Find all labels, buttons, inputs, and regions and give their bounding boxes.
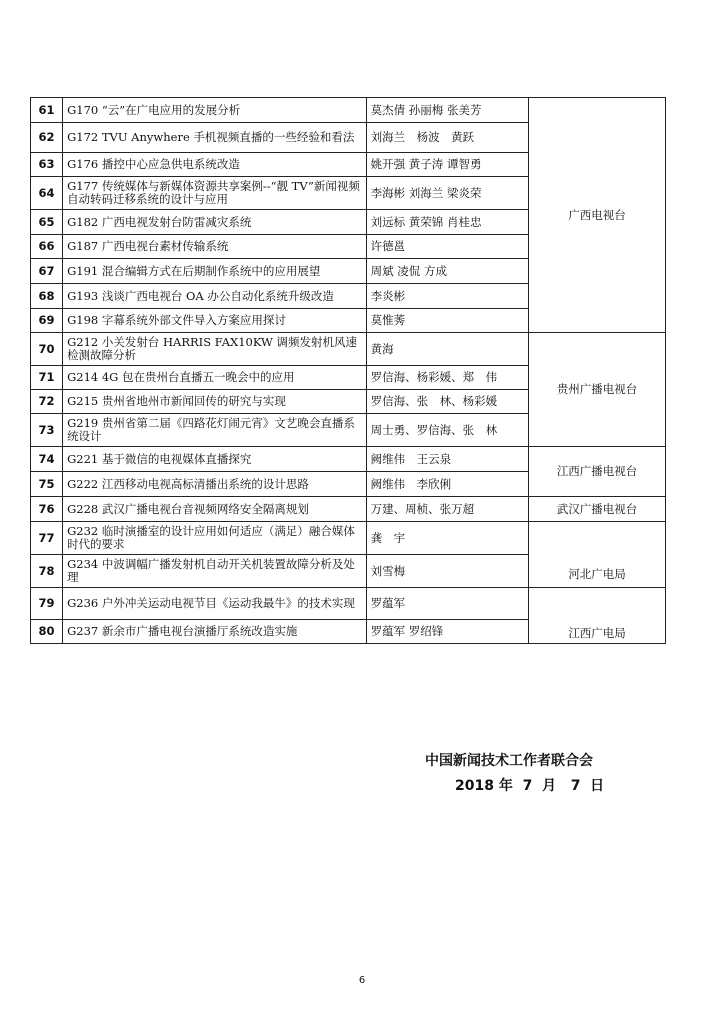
unit-cell: 武汉广播电视台 — [529, 497, 666, 522]
row-number: 61 — [31, 98, 63, 123]
authors: 周士勇、罗信海、张 林 — [366, 414, 528, 447]
paper-title: G228 武汉广播电视台音视频网络安全隔离规划 — [63, 497, 367, 522]
row-number: 76 — [31, 497, 63, 522]
row-number: 65 — [31, 210, 63, 235]
authors: 莫杰倩 孙丽梅 张美芳 — [366, 98, 528, 123]
row-number: 68 — [31, 284, 63, 309]
authors: 黄海 — [366, 333, 528, 366]
table-row — [31, 497, 666, 522]
row-number: 73 — [31, 414, 63, 447]
unit-cell: 河北广电局 — [529, 522, 666, 588]
authors: 阙维伟 李欣俐 — [366, 472, 528, 497]
row-number: 62 — [31, 123, 63, 153]
paper-title: G176 播控中心应急供电系统改造 — [63, 153, 367, 177]
authors: 罗信海、张 林、杨彩媛 — [366, 390, 528, 414]
row-number: 64 — [31, 177, 63, 210]
paper-title: G237 新余市广播电视台演播厅系统改造实施 — [63, 620, 367, 644]
row-number: 69 — [31, 309, 63, 333]
paper-title: G222 江西移动电视高标清播出系统的设计思路 — [63, 472, 367, 497]
authors: 罗蕴军 罗绍锋 — [366, 620, 528, 644]
row-number: 74 — [31, 447, 63, 472]
paper-title: G232 临时演播室的设计应用如何适应（满足）融合媒体时代的要求 — [63, 522, 367, 555]
authors: 刘海兰 杨波 黄跃 — [366, 123, 528, 153]
issue-date: 2018 年 7 月 7 日 — [455, 778, 605, 794]
paper-title: G215 贵州省地州市新闻回传的研究与实现 — [63, 390, 367, 414]
unit-cell: 江西广播电视台 — [529, 447, 666, 497]
paper-title: G236 户外冲关运动电视节目《运动我最牛》的技术实现 — [63, 588, 367, 620]
row-number: 72 — [31, 390, 63, 414]
unit-cell: 贵州广播电视台 — [529, 333, 666, 447]
authors: 罗信海、杨彩媛、郑 伟 — [366, 366, 528, 390]
paper-title: G221 基于微信的电视媒体直播探究 — [63, 447, 367, 472]
paper-title: G177 传统媒体与新媒体资源共享案例--“靓 TV”新闻视频自动转码迁移系统的设计与应用 — [63, 177, 367, 210]
row-number: 71 — [31, 366, 63, 390]
row-number: 63 — [31, 153, 63, 177]
authors: 周斌 凌侃 方成 — [366, 259, 528, 284]
row-number: 77 — [31, 522, 63, 555]
row-number: 66 — [31, 235, 63, 259]
table-row — [31, 447, 666, 472]
row-number: 79 — [31, 588, 63, 620]
unit-cell: 广西电视台 — [529, 98, 666, 333]
paper-title: G170 “云”在广电应用的发展分析 — [63, 98, 367, 123]
authors: 许德邕 — [366, 235, 528, 259]
table-row — [31, 333, 666, 366]
unit-cell: 江西广电局 — [529, 588, 666, 644]
paper-title: G198 字幕系统外部文件导入方案应用探讨 — [63, 309, 367, 333]
paper-title: G214 4G 包在贵州台直播五一晚会中的应用 — [63, 366, 367, 390]
row-number: 67 — [31, 259, 63, 284]
paper-title: G234 中波调幅广播发射机自动开关机装置故障分析及处理 — [63, 555, 367, 588]
row-number: 78 — [31, 555, 63, 588]
authors: 李海彬 刘海兰 梁炎荣 — [366, 177, 528, 210]
paper-title: G219 贵州省第二届《四路花灯闹元宵》文艺晚会直播系统设计 — [63, 414, 367, 447]
authors: 刘远标 黄荣锦 肖桂忠 — [366, 210, 528, 235]
paper-title: G172 TVU Anywhere 手机视频直播的一些经验和看法 — [63, 123, 367, 153]
authors: 万建、周桢、张万超 — [366, 497, 528, 522]
authors: 刘雪梅 — [366, 555, 528, 588]
awards-table — [30, 97, 666, 644]
paper-title: G212 小关发射台 HARRIS FAX10KW 调频发射机风速检测故障分析 — [63, 333, 367, 366]
table-row — [31, 522, 666, 555]
table-row — [31, 98, 666, 123]
row-number: 70 — [31, 333, 63, 366]
authors: 李炎彬 — [366, 284, 528, 309]
paper-title: G191 混合编辑方式在后期制作系统中的应用展望 — [63, 259, 367, 284]
row-number: 75 — [31, 472, 63, 497]
paper-title: G193 浅谈广西电视台 OA 办公自动化系统升级改造 — [63, 284, 367, 309]
page-number: 6 — [358, 975, 366, 986]
authors: 龚 宇 — [366, 522, 528, 555]
authors: 罗蕴军 — [366, 588, 528, 620]
row-number: 80 — [31, 620, 63, 644]
authors: 姚开强 黄子涛 谭智勇 — [366, 153, 528, 177]
authors: 莫惟莠 — [366, 309, 528, 333]
issuing-organization: 中国新闻技术工作者联合会 — [425, 753, 593, 769]
table-row — [31, 588, 666, 620]
paper-title: G182 广西电视发射台防雷减灾系统 — [63, 210, 367, 235]
paper-title: G187 广西电视台素材传输系统 — [63, 235, 367, 259]
authors: 阙维伟 王云泉 — [366, 447, 528, 472]
